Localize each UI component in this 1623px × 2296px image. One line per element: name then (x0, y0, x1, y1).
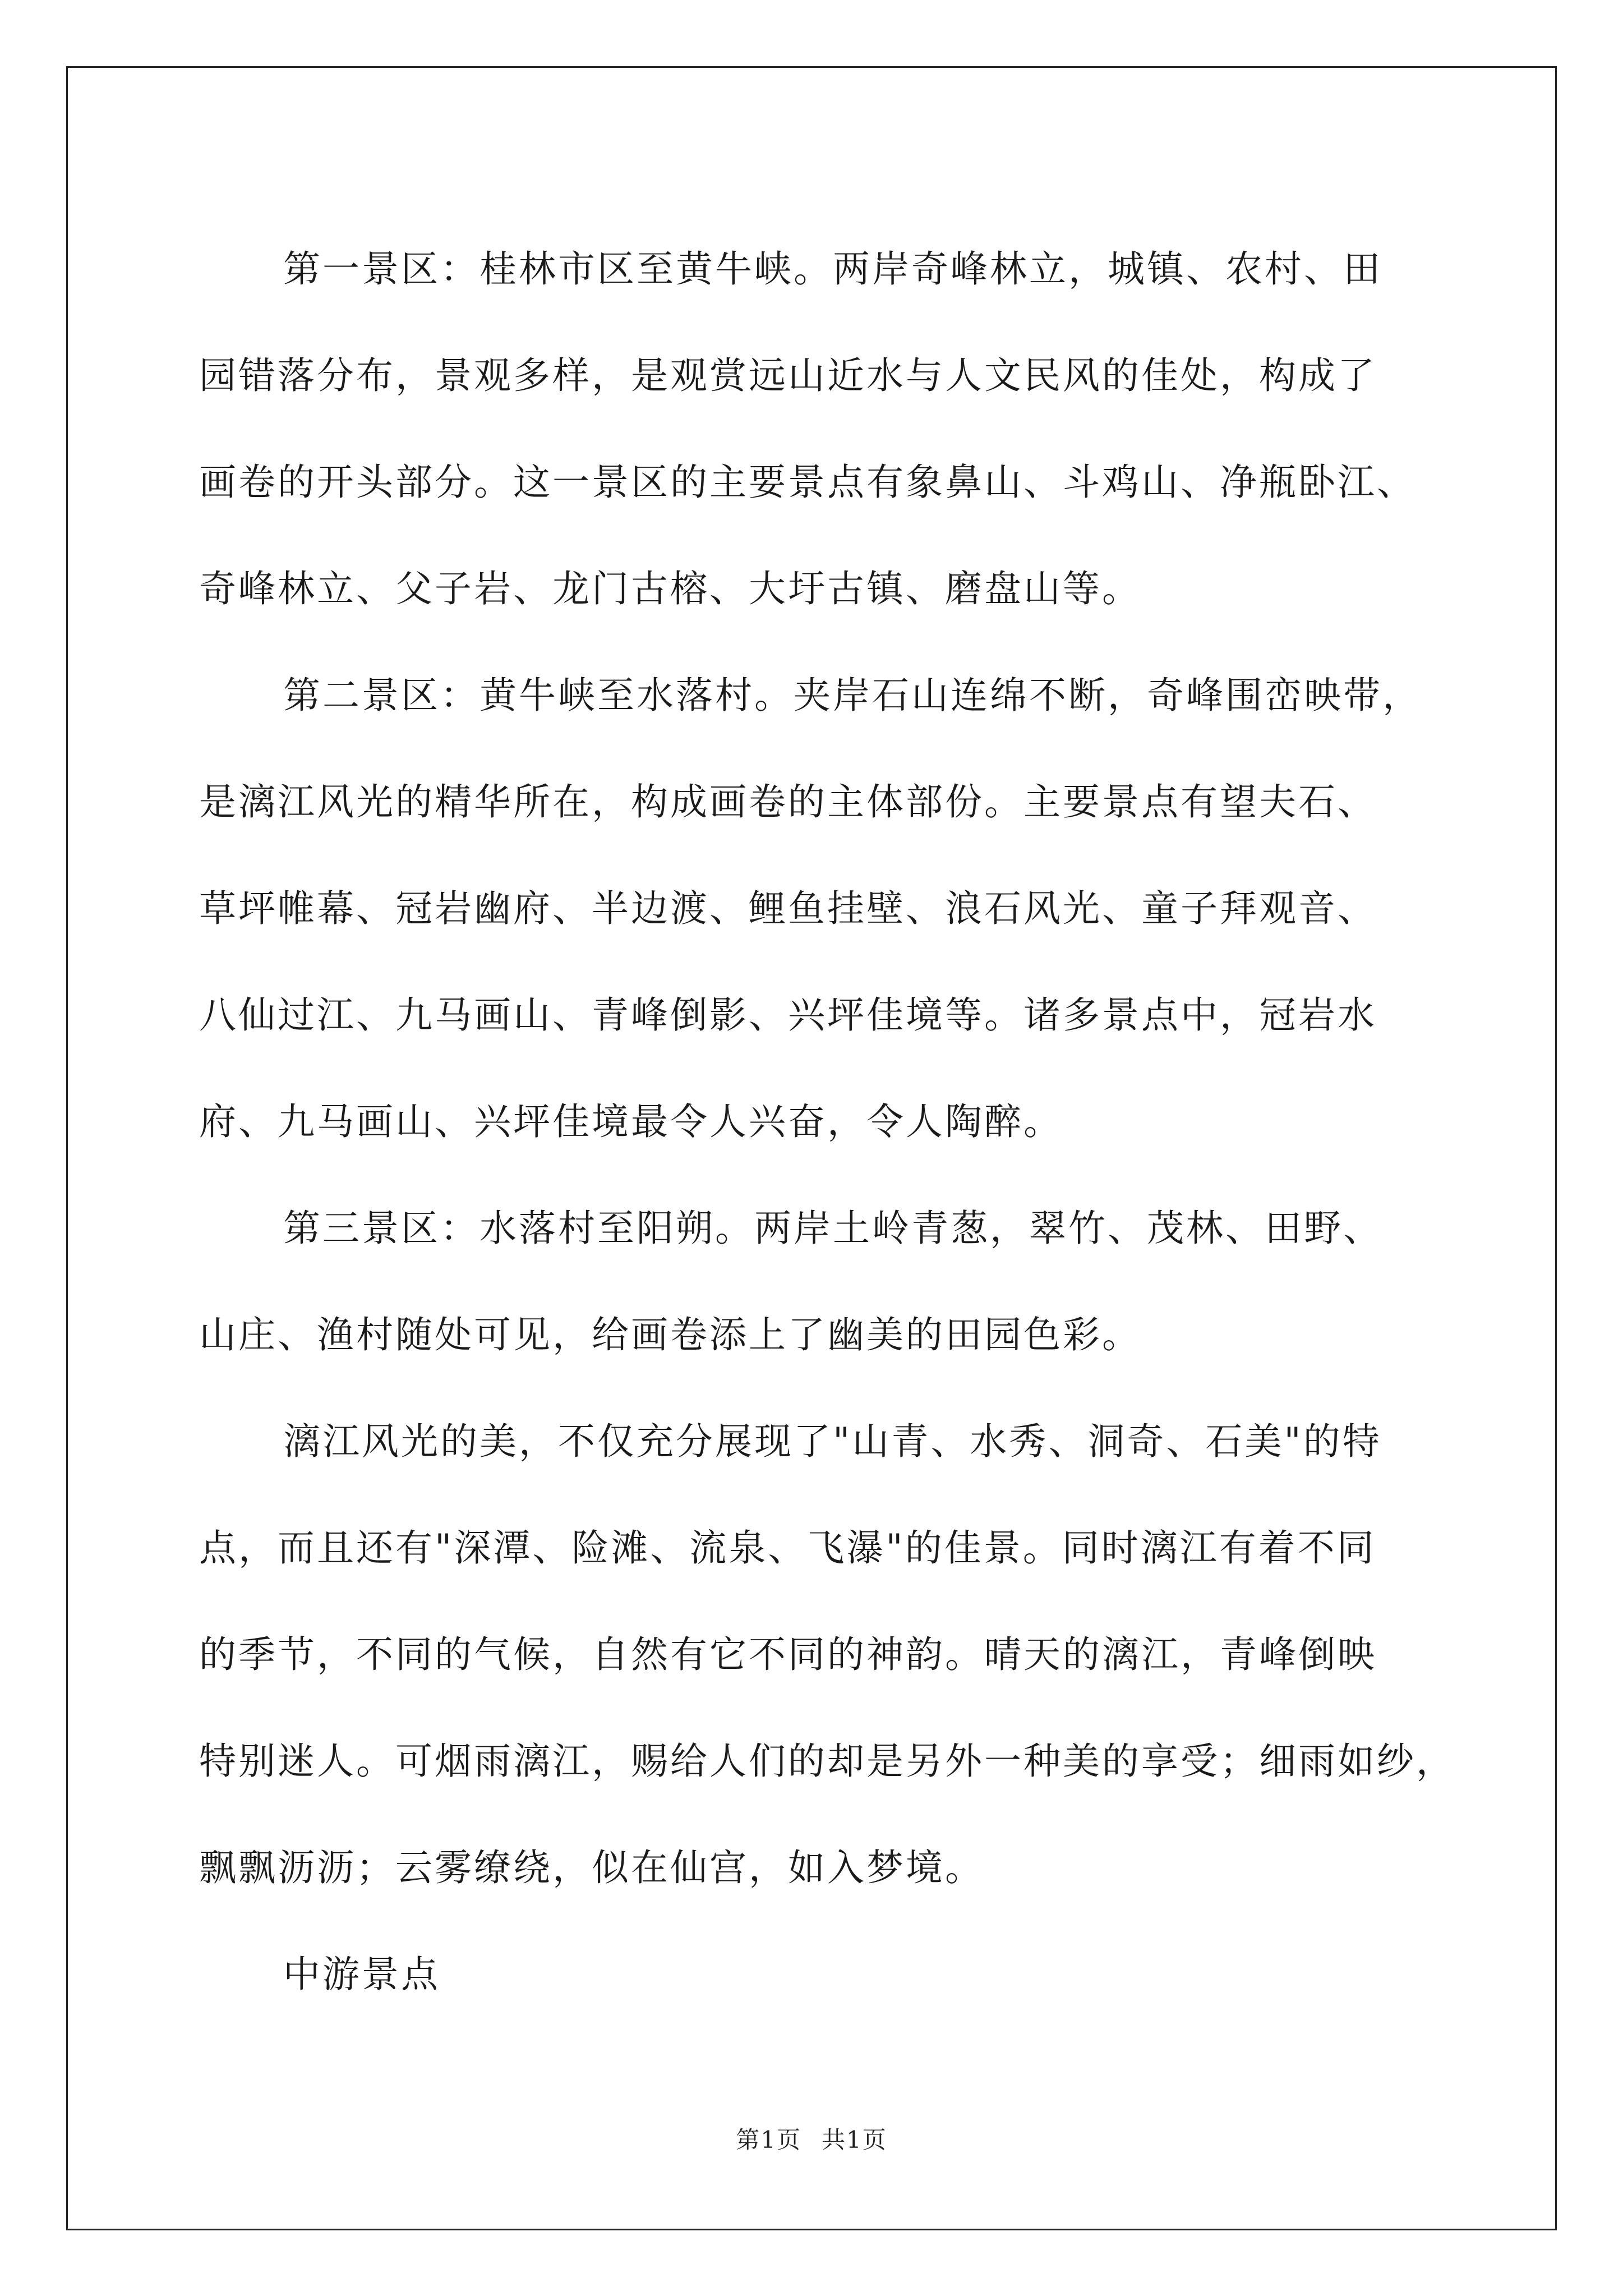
text-line: 的季节，不同的气候，自然有它不同的神韵。晴天的漓江，青峰倒映 (199, 1633, 1377, 1676)
page-count: 共1页 (822, 2126, 887, 2154)
page-number: 第1页 (736, 2126, 801, 2154)
text-line: 草坪帷幕、冠岩幽府、半边渡、鲤鱼挂壁、浪石风光、童子拜观音、 (199, 887, 1377, 930)
text-line: 八仙过江、九马画山、青峰倒影、兴坪佳境等。诸多景点中，冠岩水 (199, 993, 1377, 1037)
text-line: 是漓江风光的精华所在，构成画卷的主体部份。主要景点有望夫石、 (199, 780, 1377, 823)
text-line: 园错落分布，景观多样，是观赏远山近水与人文民风的佳处，构成了 (199, 354, 1377, 397)
text-line: 漓江风光的美，不仅充分展现了"山青、水秀、洞奇、石美"的特 (283, 1420, 1382, 1463)
text-line: 奇峰林立、父子岩、龙门古榕、大圩古镇、磨盘山等。 (199, 567, 1141, 610)
text-line: 特别迷人。可烟雨漓江，赐给人们的却是另外一种美的享受；细雨如纱， (199, 1740, 1455, 1783)
text-line: 第二景区：黄牛峡至水落村。夹岸石山连绵不断，奇峰围峦映带， (283, 674, 1422, 717)
text-line: 府、九马画山、兴坪佳境最令人兴奋，令人陶醉。 (199, 1100, 1063, 1143)
text-line: 第一景区：桂林市区至黄牛峡。两岸奇峰林立，城镇、农村、田 (283, 247, 1382, 291)
text-line: 山庄、渔村随处可见，给画卷添上了幽美的田园色彩。 (199, 1313, 1141, 1356)
section-heading: 中游景点 (283, 1953, 440, 1996)
text-line: 画卷的开头部分。这一景区的主要景点有象鼻山、斗鸡山、净瓶卧江、 (199, 461, 1416, 504)
page-footer (0, 2123, 1623, 2157)
text-line: 飘飘沥沥；云雾缭绕，似在仙宫，如入梦境。 (199, 1846, 984, 1889)
text-line: 第三景区：水落村至阳朔。两岸土岭青葱，翠竹、茂林、田野、 (283, 1207, 1382, 1250)
document-body (199, 216, 1458, 2028)
text-line: 点，而且还有"深潭、险滩、流泉、飞瀑"的佳景。同时漓江有着不同 (199, 1526, 1376, 1570)
